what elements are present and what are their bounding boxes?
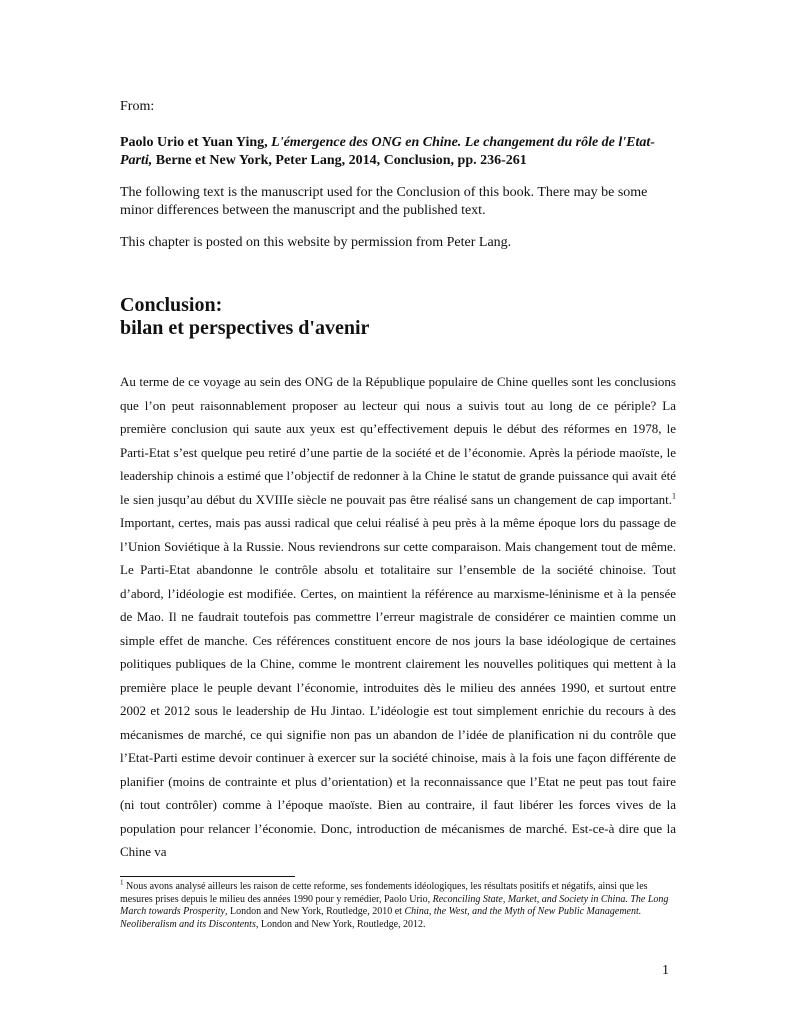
- footnote: [120, 878, 676, 931]
- body-text-part-2: Important, certes, mais pas aussi radical que celui réalisé à peu près à la même époque lors du passage de l’Union Soviétique à la Russie. Nous reviendrons sur cette comparaison. Mais changement tout de même. Le Parti-Etat abandonne le contrôle absolu et totalitaire sur l’ensemble de la société chinoise. Tout d’abord, l’idéologie est modifiée. Certes, on maintient la référence au marxisme-léninisme et à la pensée de Mao. Il ne faudrait toutefois pas commettre l’erreur magistrale de considérer ce maintien comme un simple effet de manche. Ces références constituent encore de nos jours la base idéologique de certaines politiques publiques de la Chine, comme le montrent clairement les nouvelles politiques qui mettent à la première place le peuple devant l’économie, introduites dès le milieu des années 1990, et surtout entre 2002 et 2012 sous le leadership de Hu Jintao. L’idéologie est tout simplement enrichie du recours à des mécanismes de marché, ce qui signifie non pas un abandon de l’idée de planification ni du contrôle que l’Etat-Parti estime devoir continuer à exercer sur la société chinoise, mais à la fois une façon différente de planifier (moins de contrainte et plus d’orientation) et la reconnaissance que l’Etat ne peut pas tout faire (ni tout contrôler) comme à l’époque maoïste. Bien au contraire, il faut libérer les forces vives de la population pour relancer l’économie. Donc, introduction de mécanismes de marché. Est-ce-à dire que la Chine va: [120, 515, 676, 859]
- footnote-italic-title-2: China, the West, and the Myth of New Public Management. Neoliberalism and its Discontents: [120, 906, 642, 930]
- chapter-title-line-2: bilan et perspectives d'avenir: [120, 317, 370, 339]
- chapter-title: [120, 294, 680, 340]
- footnote-number: 1: [120, 878, 124, 887]
- citation-authors: Paolo Urio et Yuan Ying,: [120, 135, 272, 150]
- body-text-part-1: Au terme de ce voyage au sein des ONG de la République populaire de Chine quelles sont les conclusions que l’on peut raisonnablement proposer au lecteur qui nous a suivis tout au long de ce périple? La première conclusion qui saute aux yeux est qu’effectivement depuis le début des réformes en 1978, le Parti-Etat s’est quelque peu retiré d’une partie de la société et de l’économie. Après la période maoïste, le leadership chinois a estimé que l’objectif de redonner à la Chine le statut de grande puissance qui avait été le sien jusqu’au début du XVIIIe siècle ne pouvait pas être réalisé sans un changement de cap important.: [120, 374, 676, 507]
- chapter-title-line-1: Conclusion:: [120, 294, 223, 316]
- page-number: 1: [662, 963, 669, 978]
- body-paragraph: [120, 370, 676, 864]
- citation-book-title: L'émergence des ONG en Chine. Le changement du rôle de l'Etat-Parti,: [120, 135, 655, 168]
- book-citation: [120, 134, 680, 170]
- permission-note: This chapter is posted on this website by permission from Peter Lang.: [120, 235, 512, 250]
- footnote-italic-title-1: Reconciling State, Market, and Society in China. The Long March towards Prosperity: [120, 893, 669, 917]
- citation-publication: Berne et New York, Peter Lang, 2014, Conclusion, pp. 236-261: [152, 153, 527, 168]
- footnote-text-3: , London and New York, Routledge, 2012.: [255, 918, 426, 930]
- footnote-text-1: Nous avons analysé ailleurs les raison de cette reforme, ses fondements idéologiques, les résultats positifs et négatifs, ainsi que les mesures prises depuis le milieu des années 1990 pour y remédier, Paolo Urio,: [120, 881, 648, 905]
- footnote-reference: 1: [672, 491, 676, 501]
- footnote-text-2: , London and New York, Routledge, 2010 et: [225, 906, 405, 917]
- from-label: From:: [120, 99, 155, 114]
- footnote-separator: [120, 876, 295, 877]
- manuscript-note: The following text is the manuscript used for the Conclusion of this book. There may be some minor differences between the manuscript and the published text.: [120, 185, 648, 218]
